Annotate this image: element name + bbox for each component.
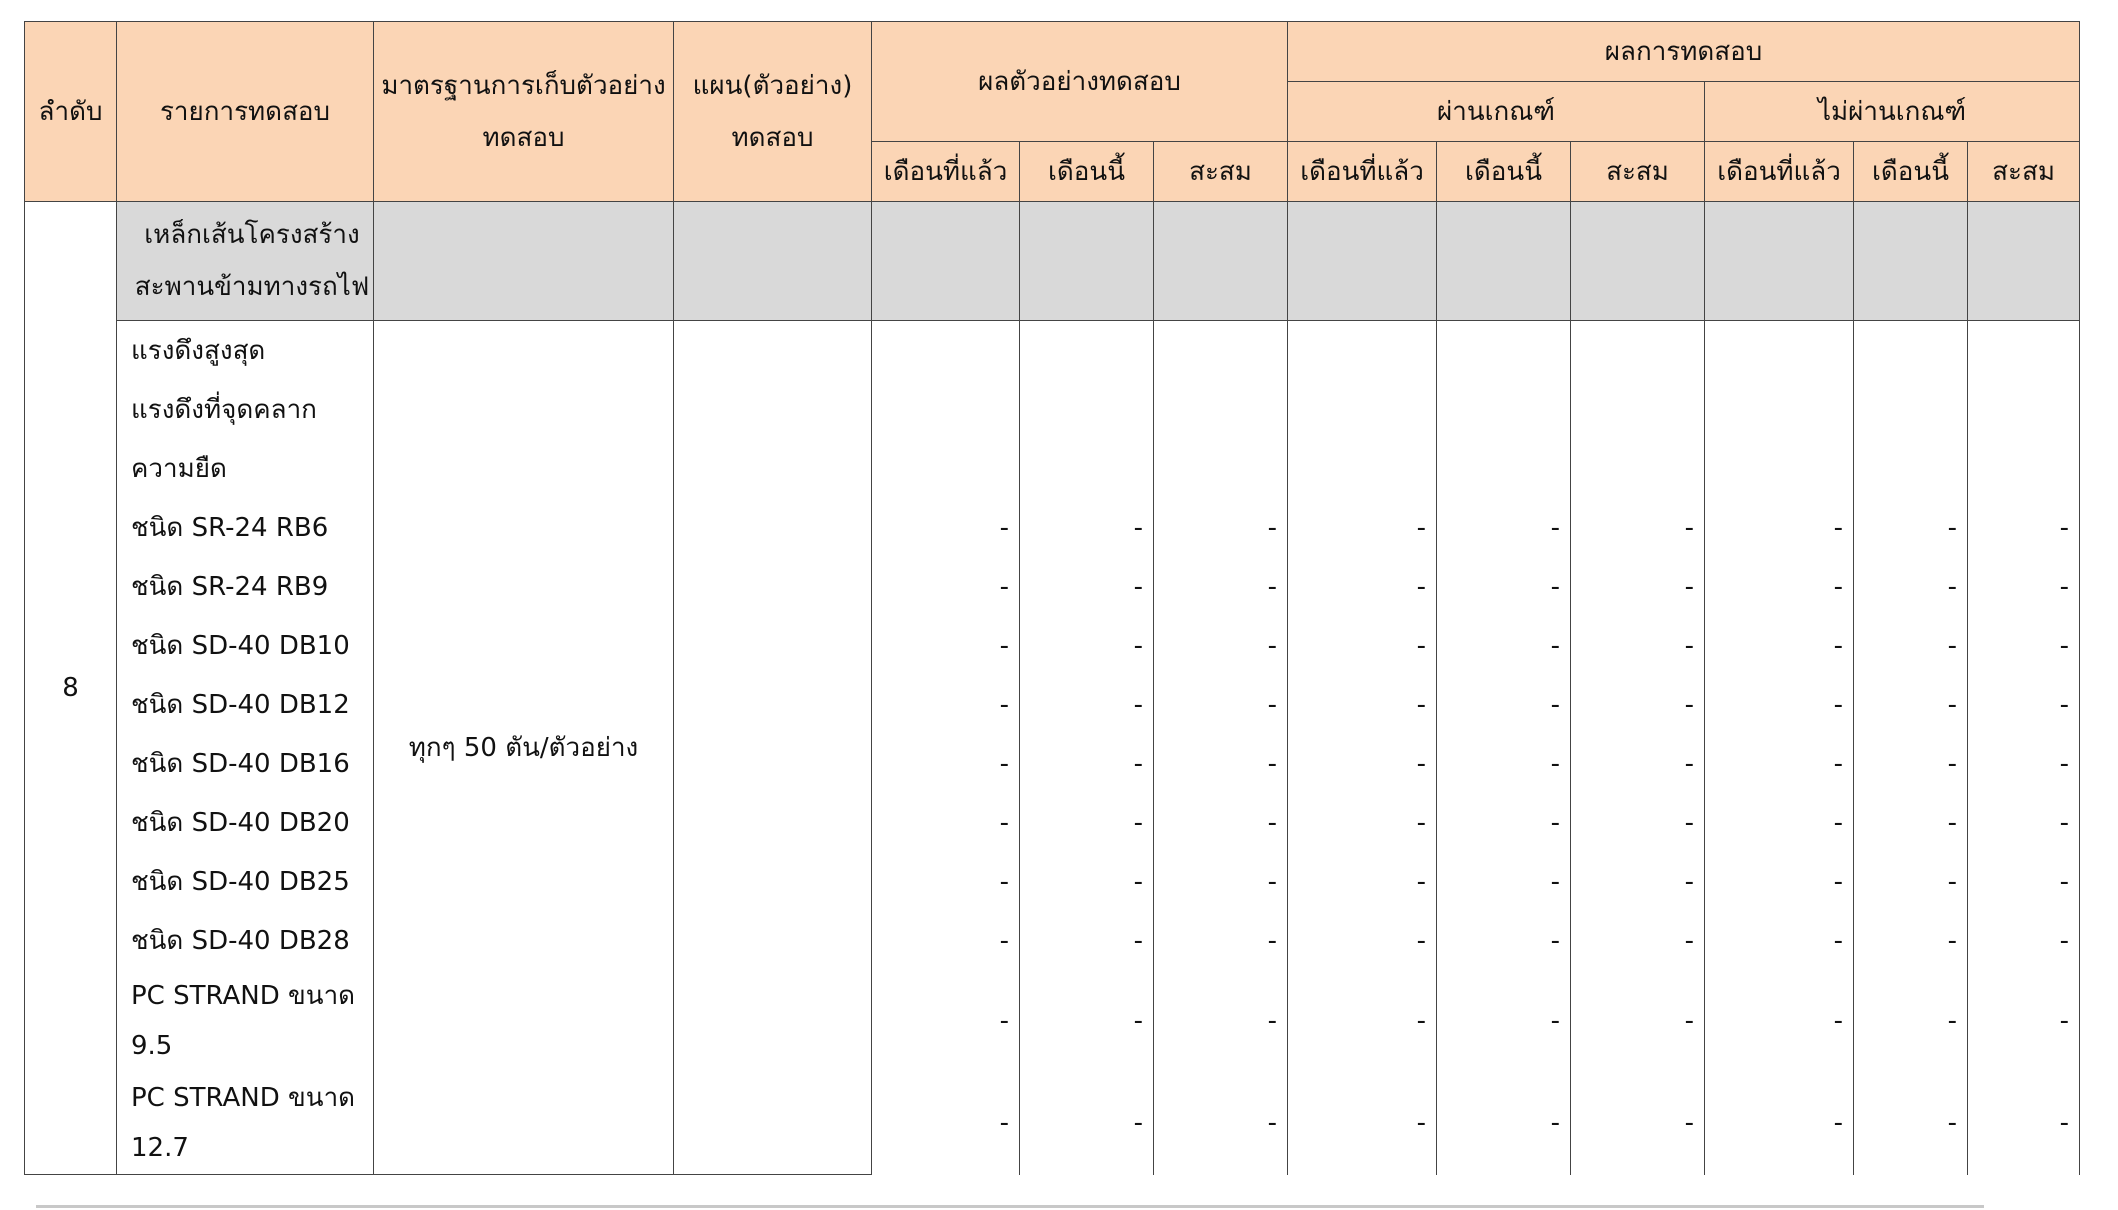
value-cell: - (1154, 970, 1288, 1072)
value-cell: - (872, 1072, 1020, 1175)
value-cell: - (1154, 734, 1288, 793)
value-cell: - (872, 970, 1020, 1072)
value-cell (1571, 321, 1705, 381)
value-cell (872, 439, 1020, 498)
category-cell (117, 202, 374, 321)
value-cell (1968, 439, 2080, 498)
value-cell: - (1705, 911, 1854, 970)
value-cell (872, 380, 1020, 439)
value-cell: - (1020, 793, 1154, 852)
row-index: 8 (25, 202, 117, 1175)
value-cell: - (1437, 852, 1571, 911)
category-line1: เหล็กเส้นโครงสร้าง (144, 220, 360, 250)
value-cell: - (1154, 557, 1288, 616)
value-cell: - (1571, 793, 1705, 852)
category-value-cell (1437, 202, 1571, 321)
value-cell: - (1854, 793, 1968, 852)
header-fail-last-month: เดือนที่แล้ว (1705, 142, 1854, 202)
value-cell (1705, 321, 1854, 381)
value-cell: - (1020, 498, 1154, 557)
value-cell: - (1705, 1072, 1854, 1175)
header-standard-line2: ทดสอบ (482, 122, 565, 153)
bar-type-label: ชนิด SR-24 RB6 (131, 513, 329, 543)
plan-cell (674, 321, 872, 1175)
parameter-row (25, 439, 2080, 498)
value-cell (1154, 380, 1288, 439)
value-cell (1968, 321, 2080, 381)
value-cell (1437, 380, 1571, 439)
value-cell (872, 321, 1020, 381)
value-cell: - (1968, 970, 2080, 1072)
value-cell: - (1288, 557, 1437, 616)
value-cell: - (1437, 970, 1571, 1072)
value-cell: - (1968, 793, 2080, 852)
category-line2: สะพานข้ามทางรถไฟ (134, 272, 370, 302)
test-item-cell (117, 380, 374, 439)
value-cell (1288, 321, 1437, 381)
bar-type-row (25, 616, 2080, 675)
value-cell: - (1968, 911, 2080, 970)
value-cell: - (1705, 852, 1854, 911)
value-cell: - (1705, 616, 1854, 675)
test-parameter: ความยืด (131, 454, 227, 484)
value-cell: - (1705, 970, 1854, 1072)
bar-type-row (25, 793, 2080, 852)
test-item-cell (117, 1072, 374, 1175)
value-cell: - (1437, 675, 1571, 734)
bar-type-row (25, 557, 2080, 616)
value-cell: - (1437, 734, 1571, 793)
test-item-cell (117, 321, 374, 381)
value-cell: - (1571, 616, 1705, 675)
value-cell: - (1437, 1072, 1571, 1175)
value-cell: - (1154, 911, 1288, 970)
value-cell (1154, 439, 1288, 498)
value-cell: - (1437, 911, 1571, 970)
header-plan-line1: แผน(ตัวอย่าง) (692, 70, 853, 101)
value-cell: - (1154, 616, 1288, 675)
value-cell: - (1154, 675, 1288, 734)
value-cell: - (1705, 675, 1854, 734)
header-samples-cumulative: สะสม (1154, 142, 1288, 202)
value-cell: - (1854, 616, 1968, 675)
test-results-table (24, 21, 2080, 1175)
header-pass-cumulative: สะสม (1571, 142, 1705, 202)
value-cell: - (1288, 1072, 1437, 1175)
sampling-standard: ทุกๆ 50 ตัน/ตัวอย่าง (408, 733, 639, 763)
strand-label-line1: PC STRAND ขนาด (131, 981, 356, 1011)
value-cell: - (872, 793, 1020, 852)
value-cell: - (1968, 616, 2080, 675)
value-cell (1571, 380, 1705, 439)
value-cell: - (1705, 734, 1854, 793)
header-fail-cumulative: สะสม (1968, 142, 2080, 202)
value-cell: - (1705, 498, 1854, 557)
test-item-cell (117, 734, 374, 793)
value-cell (1020, 439, 1154, 498)
value-cell: - (872, 911, 1020, 970)
value-cell: - (1571, 911, 1705, 970)
test-parameter: แรงดึงสูงสุด (131, 336, 266, 366)
test-parameter: แรงดึงที่จุดคลาก (131, 395, 317, 425)
value-cell: - (1020, 1072, 1154, 1175)
value-cell: - (1854, 1072, 1968, 1175)
test-item-cell (117, 439, 374, 498)
value-cell: - (1437, 793, 1571, 852)
value-cell: - (1968, 498, 2080, 557)
test-item-cell (117, 498, 374, 557)
value-cell: - (1288, 675, 1437, 734)
value-cell: - (1020, 734, 1154, 793)
parameter-row (25, 321, 2080, 381)
bar-type-row (25, 911, 2080, 970)
header-pass-last-month: เดือนที่แล้ว (1288, 142, 1437, 202)
value-cell: - (1288, 911, 1437, 970)
bar-type-label: ชนิด SD-40 DB28 (131, 926, 350, 956)
value-cell: - (1571, 970, 1705, 1072)
value-cell: - (1968, 1072, 2080, 1175)
value-cell: - (1968, 557, 2080, 616)
value-cell (1705, 380, 1854, 439)
value-cell: - (1854, 970, 1968, 1072)
value-cell: - (1154, 852, 1288, 911)
value-cell: - (1968, 675, 2080, 734)
value-cell: - (872, 734, 1020, 793)
header-plan (674, 22, 872, 202)
strand-label-line2: 12.7 (131, 1133, 189, 1163)
value-cell: - (872, 852, 1020, 911)
value-cell: - (1020, 970, 1154, 1072)
header-pass-group: ผ่านเกณฑ์ (1288, 82, 1705, 142)
header-samples-last-month: เดือนที่แล้ว (872, 142, 1020, 202)
value-cell: - (872, 498, 1020, 557)
value-cell: - (1437, 498, 1571, 557)
value-cell (1288, 380, 1437, 439)
test-results-sheet (24, 21, 2079, 1189)
value-cell (1288, 439, 1437, 498)
value-cell: - (872, 675, 1020, 734)
value-cell: - (1854, 911, 1968, 970)
header-standard-line1: มาตรฐานการเก็บตัวอย่าง (381, 70, 666, 101)
bar-type-label: ชนิด SR-24 RB9 (131, 572, 329, 602)
value-cell: - (1020, 616, 1154, 675)
category-plan-cell (674, 202, 872, 321)
header-fail-this-month: เดือนนี้ (1854, 142, 1968, 202)
strand-label-line1: PC STRAND ขนาด (131, 1083, 356, 1113)
bar-type-label: ชนิด SD-40 DB25 (131, 867, 350, 897)
value-cell (1571, 439, 1705, 498)
value-cell (1968, 380, 2080, 439)
value-cell: - (1571, 734, 1705, 793)
value-cell: - (1154, 1072, 1288, 1175)
category-value-cell (1571, 202, 1705, 321)
bar-type-row (25, 734, 2080, 793)
parameter-row (25, 380, 2080, 439)
value-cell: - (1288, 498, 1437, 557)
value-cell (1854, 321, 1968, 381)
category-value-cell (1854, 202, 1968, 321)
bar-type-row (25, 498, 2080, 557)
value-cell (1437, 439, 1571, 498)
header-index: ลำดับ (25, 22, 117, 202)
bar-type-label: ชนิด SD-40 DB10 (131, 631, 350, 661)
value-cell: - (1020, 675, 1154, 734)
value-cell: - (1968, 734, 2080, 793)
value-cell: - (1571, 675, 1705, 734)
header-item: รายการทดสอบ (117, 22, 374, 202)
value-cell: - (1288, 970, 1437, 1072)
value-cell (1020, 380, 1154, 439)
value-cell (1154, 321, 1288, 381)
value-cell (1437, 321, 1571, 381)
test-item-cell (117, 616, 374, 675)
value-cell: - (1571, 1072, 1705, 1175)
value-cell: - (1571, 852, 1705, 911)
category-standard-cell (374, 202, 674, 321)
test-item-cell (117, 675, 374, 734)
test-item-cell (117, 970, 374, 1072)
strand-row (25, 1072, 2080, 1175)
test-item-cell (117, 911, 374, 970)
value-cell: - (1705, 793, 1854, 852)
bar-type-label: ชนิด SD-40 DB12 (131, 690, 350, 720)
bar-type-label: ชนิด SD-40 DB20 (131, 808, 350, 838)
value-cell: - (1288, 852, 1437, 911)
sampling-standard-cell (374, 321, 674, 1175)
bar-type-row (25, 852, 2080, 911)
value-cell: - (1854, 675, 1968, 734)
value-cell (1854, 380, 1968, 439)
header-pass-this-month: เดือนนี้ (1437, 142, 1571, 202)
value-cell (1020, 321, 1154, 381)
header-samples-group: ผลตัวอย่างทดสอบ (872, 22, 1288, 142)
value-cell: - (872, 557, 1020, 616)
value-cell: - (872, 616, 1020, 675)
category-value-cell (872, 202, 1020, 321)
value-cell: - (1288, 793, 1437, 852)
value-cell: - (1968, 852, 2080, 911)
category-value-cell (1288, 202, 1437, 321)
value-cell: - (1854, 734, 1968, 793)
value-cell: - (1705, 557, 1854, 616)
header-results-group: ผลการทดสอบ (1288, 22, 2080, 82)
strand-row (25, 970, 2080, 1072)
value-cell: - (1020, 557, 1154, 616)
bar-type-label: ชนิด SD-40 DB16 (131, 749, 350, 779)
value-cell: - (1571, 557, 1705, 616)
test-item-cell (117, 793, 374, 852)
value-cell: - (1854, 498, 1968, 557)
value-cell (1854, 439, 1968, 498)
value-cell: - (1020, 911, 1154, 970)
category-value-cell (1968, 202, 2080, 321)
category-value-cell (1154, 202, 1288, 321)
value-cell: - (1020, 852, 1154, 911)
header-plan-line2: ทดสอบ (731, 122, 814, 153)
value-cell: - (1288, 734, 1437, 793)
value-cell: - (1154, 498, 1288, 557)
value-cell: - (1437, 616, 1571, 675)
category-value-cell (1705, 202, 1854, 321)
category-value-cell (1020, 202, 1154, 321)
footer-divider (36, 1205, 1984, 1208)
value-cell (1705, 439, 1854, 498)
value-cell: - (1154, 793, 1288, 852)
header-samples-this-month: เดือนนี้ (1020, 142, 1154, 202)
test-item-cell (117, 852, 374, 911)
value-cell: - (1437, 557, 1571, 616)
value-cell: - (1288, 616, 1437, 675)
value-cell: - (1854, 852, 1968, 911)
value-cell: - (1854, 557, 1968, 616)
header-standard (374, 22, 674, 202)
test-item-cell (117, 557, 374, 616)
strand-label-line2: 9.5 (131, 1031, 173, 1061)
header-fail-group: ไม่ผ่านเกณฑ์ (1705, 82, 2080, 142)
value-cell: - (1571, 498, 1705, 557)
bar-type-row (25, 675, 2080, 734)
